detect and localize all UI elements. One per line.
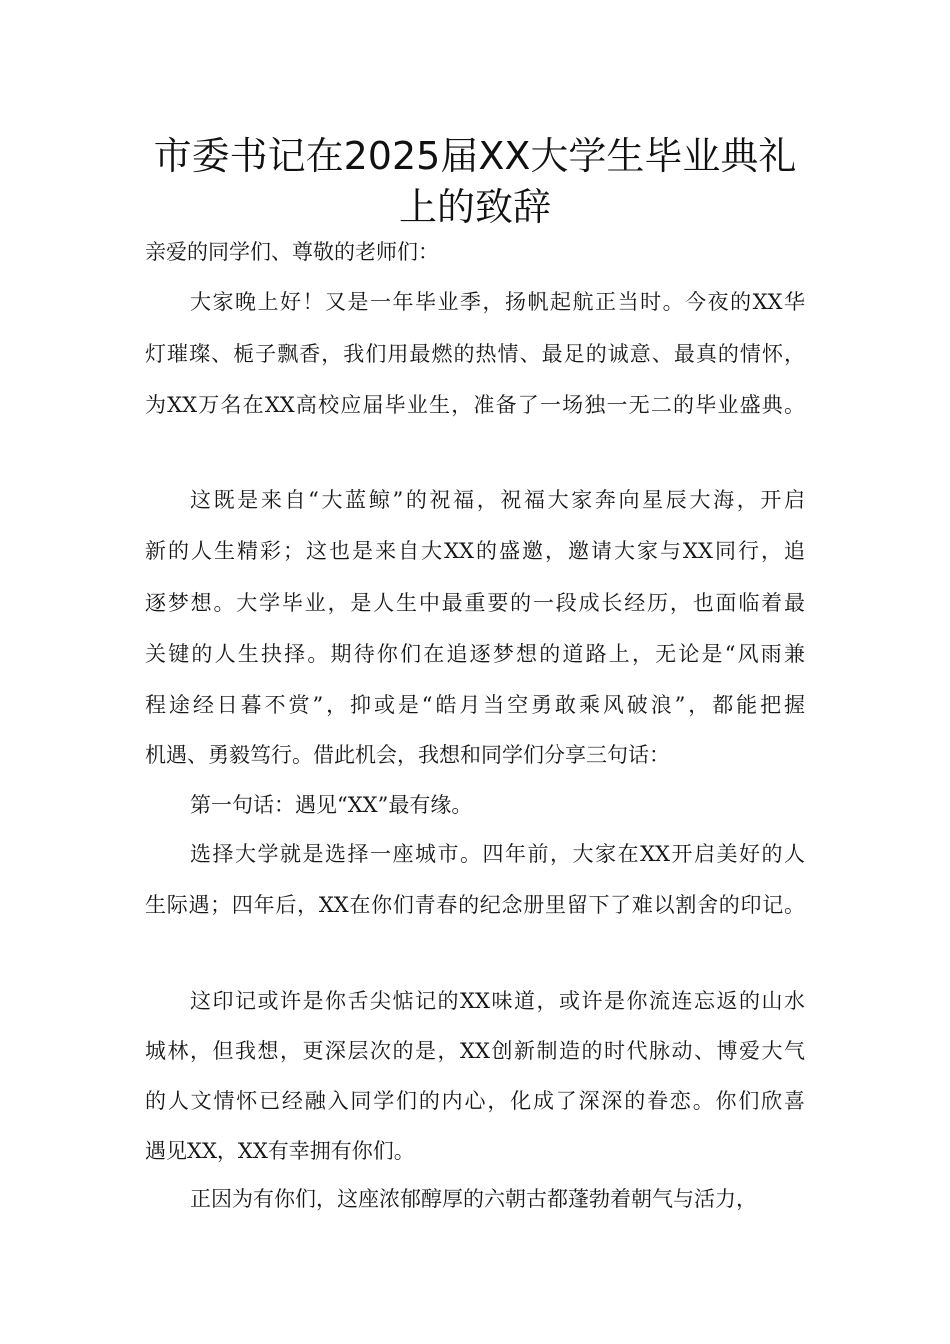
- paragraph-line: 逐梦想。大学毕业，是人生中最重要的一段成长经历，也面临着最: [145, 591, 805, 615]
- paragraph-line: 这印记或许是你舌尖惦记的XX味道，或许是你流连忘返的山水: [190, 989, 805, 1013]
- paragraph-line: 灯璀璨、栀子飘香，我们用最燃的热情、最足的诚意、最真的情怀，: [145, 342, 805, 366]
- paragraph-line: 大家晚上好！又是一年毕业季，扬帆起航正当时。今夜的XX华: [190, 290, 805, 314]
- paragraph-line: 第一句话：遇见“XX”最有缘。: [190, 793, 473, 817]
- paragraph-line: 关键的人生抉择。期待你们在追逐梦想的道路上，无论是“风雨兼: [145, 642, 805, 666]
- paragraph-line: 选择大学就是选择一座城市。四年前，大家在XX开启美好的人: [190, 842, 805, 866]
- paragraph-line: 程途经日暮不赏”，抑或是“皓月当空勇敢乘风破浪”，都能把握: [145, 693, 805, 717]
- paragraph-line: 城林，但我想，更深层次的是，XX创新制造的时代脉动、博爱大气: [145, 1039, 805, 1063]
- salutation: 亲爱的同学们、尊敬的老师们：: [145, 240, 439, 264]
- paragraph-line: 这既是来自“大蓝鲸”的祝福，祝福大家奔向星辰大海，开启: [190, 488, 805, 512]
- document-title-line-2: 上的致辞: [398, 185, 551, 229]
- document-title-line-1: 市委书记在2025届XX大学生毕业典礼: [153, 134, 797, 178]
- paragraph-line: 的人文情怀已经融入同学们的内心，化成了深深的眷恋。你们欣喜: [145, 1089, 805, 1113]
- paragraph-line: 生际遇；四年后，XX在你们青春的纪念册里留下了难以割舍的印记。: [145, 893, 805, 917]
- paragraph-line: 正因为有你们，这座浓郁醇厚的六朝古都蓬勃着朝气与活力，: [190, 1187, 757, 1211]
- paragraph-line: 机遇、勇毅笃行。借此机会，我想和同学们分享三句话：: [145, 743, 670, 767]
- paragraph-line: 新的人生精彩；这也是来自大XX的盛邀，邀请大家与XX同行，追: [145, 539, 805, 563]
- paragraph-line: 为XX万名在XX高校应届毕业生，准备了一场独一无二的毕业盛典。: [145, 393, 805, 417]
- paragraph-line: 遇见XX，XX有幸拥有你们。: [145, 1139, 415, 1163]
